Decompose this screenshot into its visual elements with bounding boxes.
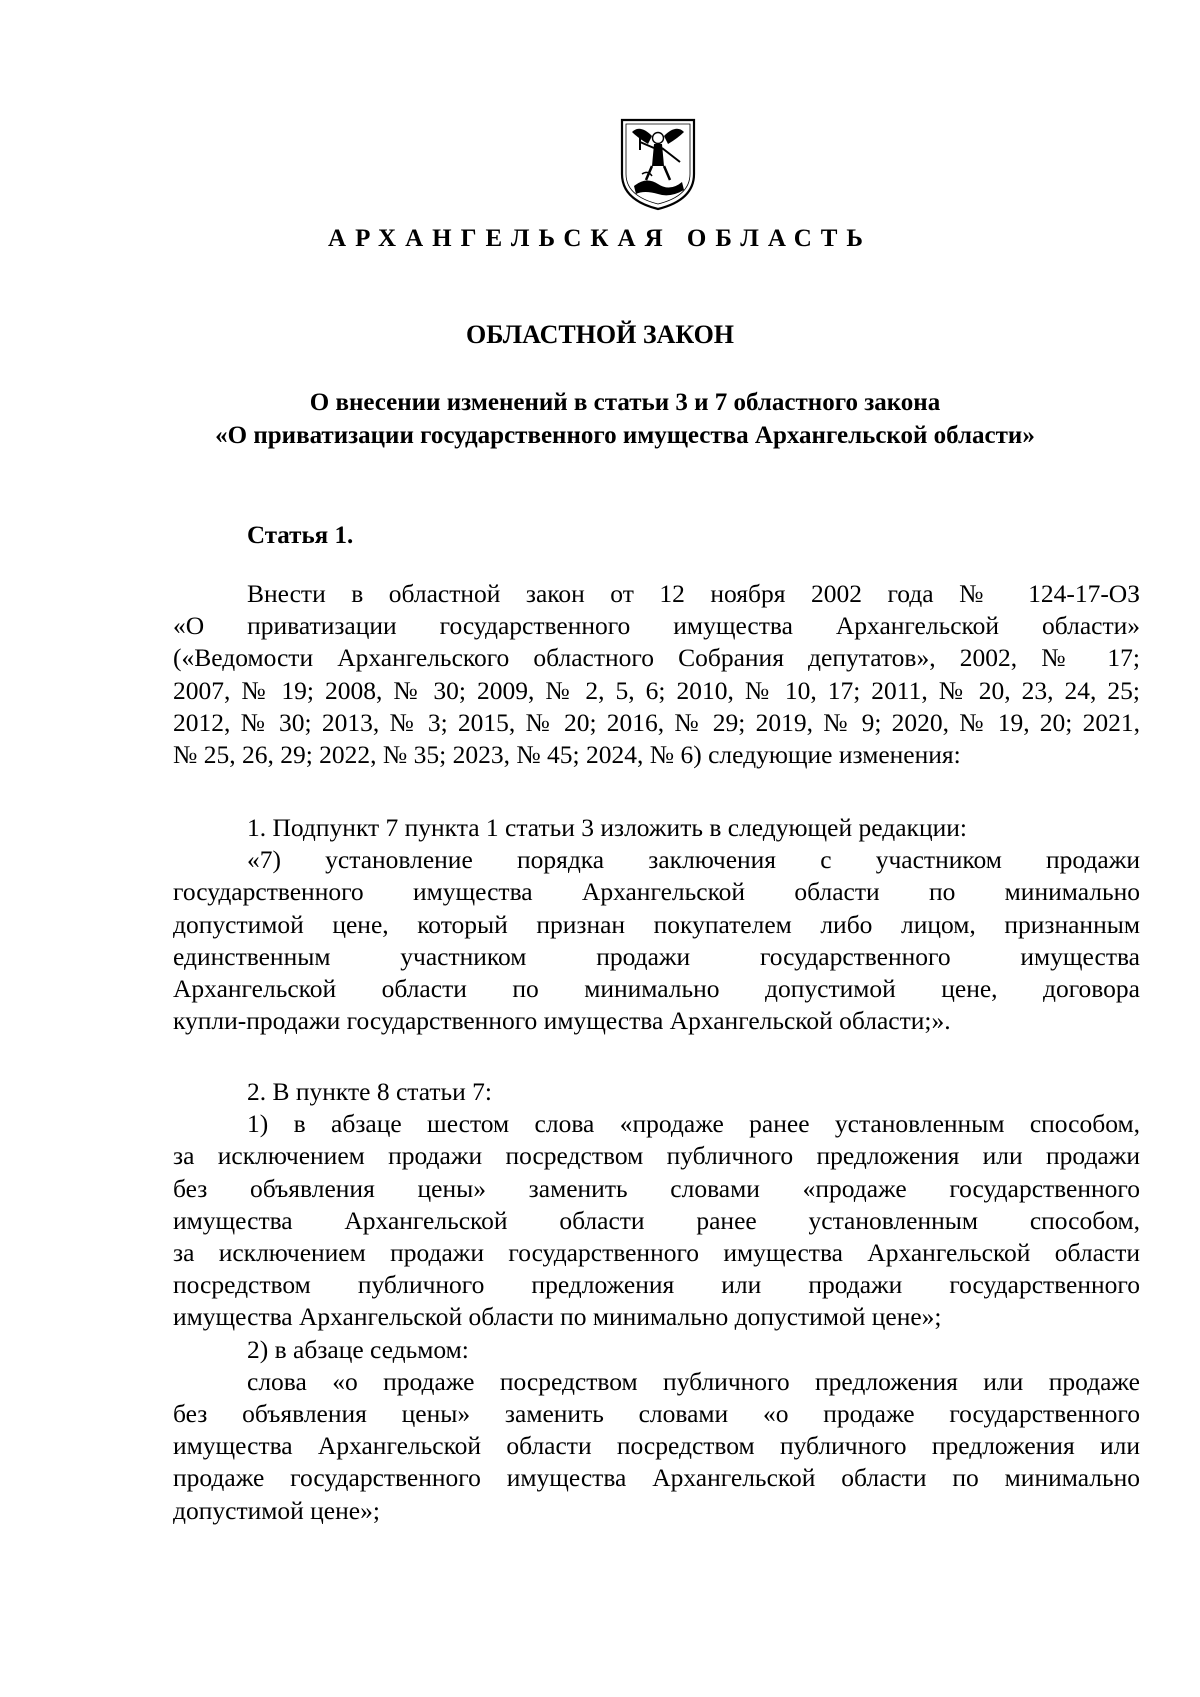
document-title: [140, 386, 1110, 452]
text-line: «О приватизации государственного имущества Архангельской области»: [173, 611, 1140, 641]
text-line: слова «о продаже посредством публичного предложения или продаже: [247, 1366, 1140, 1396]
text-line: продаже государственного имущества Архангельской области по минимально: [173, 1463, 1140, 1493]
text-line: Внести в областной закон от 12 ноября 2002 года № 124-17-ОЗ: [247, 579, 1140, 608]
region-name: АРХАНГЕЛЬСКАЯ ОБЛАСТЬ: [328, 225, 872, 252]
text-line: 1. Подпункт 7 пункта 1 статьи 3 изложить в следующей редакции:: [247, 813, 967, 842]
text-line: № 25, 26, 29; 2022, № 35; 2023, № 45; 2024, № 6) следующие изменения:: [173, 740, 961, 770]
text-line: за исключением продажи посредством публичного предложения или продажи: [173, 1141, 1140, 1171]
coat-of-arms-icon: [618, 116, 698, 212]
text-line: купли-продажи государственного имущества Архангельской области;».: [173, 1006, 951, 1036]
text-line: имущества Архангельской области ранее установленным способом,: [173, 1205, 1140, 1235]
text-line: за исключением продажи государственного имущества Архангельской области: [173, 1238, 1140, 1268]
text-line: 1) в абзаце шестом слова «продаже ранее установленным способом,: [247, 1109, 1140, 1139]
text-line: «7) установление порядка заключения с участником продажи: [247, 845, 1140, 875]
article-intro-paragraph: [173, 578, 1140, 771]
text-line: без объявления цены» заменить словами «продаже государственного: [173, 1173, 1140, 1203]
text-line: 2. В пункте 8 статьи 7:: [247, 1077, 493, 1106]
amendment-item-2: [173, 1076, 1140, 1527]
text-line: допустимой цене»;: [173, 1495, 380, 1525]
document-title-line: «О приватизации государственного имущества Архангельской области»: [215, 422, 1035, 449]
text-line: государственного имущества Архангельской области по минимально: [173, 877, 1140, 907]
text-line: без объявления цены» заменить словами «о продаже государственного: [173, 1399, 1140, 1429]
article-heading: Статья 1.: [247, 522, 354, 549]
text-line: 2) в абзаце седьмом:: [247, 1334, 469, 1364]
text-line: имущества Архангельской области посредством публичного предложения или: [173, 1431, 1140, 1461]
text-line: имущества Архангельской области по минимально допустимой цене»;: [173, 1302, 942, 1332]
document-type: ОБЛАСТНОЙ ЗАКОН: [465, 320, 735, 349]
text-line: 2007, № 19; 2008, № 30; 2009, № 2, 5, 6; 2010, № 10, 17; 2011, № 20, 23, 24, 25;: [173, 675, 1140, 705]
document-title-line: О внесении изменений в статьи 3 и 7 областного закона: [309, 389, 941, 416]
text-line: («Ведомости Архангельского областного Собрания депутатов», 2002, № 17;: [173, 643, 1140, 673]
text-line: Архангельской области по минимально допустимой цене, договора: [173, 974, 1140, 1004]
text-line: допустимой цене, который признан покупателем либо лицом, признанным: [173, 909, 1140, 939]
text-line: единственным участником продажи государственного имущества: [173, 941, 1140, 971]
text-line: посредством публичного предложения или продажи государственного: [173, 1270, 1140, 1300]
amendment-item-1: [173, 812, 1140, 1037]
text-line: 2012, № 30; 2013, № 3; 2015, № 20; 2016, № 29; 2019, № 9; 2020, № 19, 20; 2021,: [173, 707, 1140, 737]
